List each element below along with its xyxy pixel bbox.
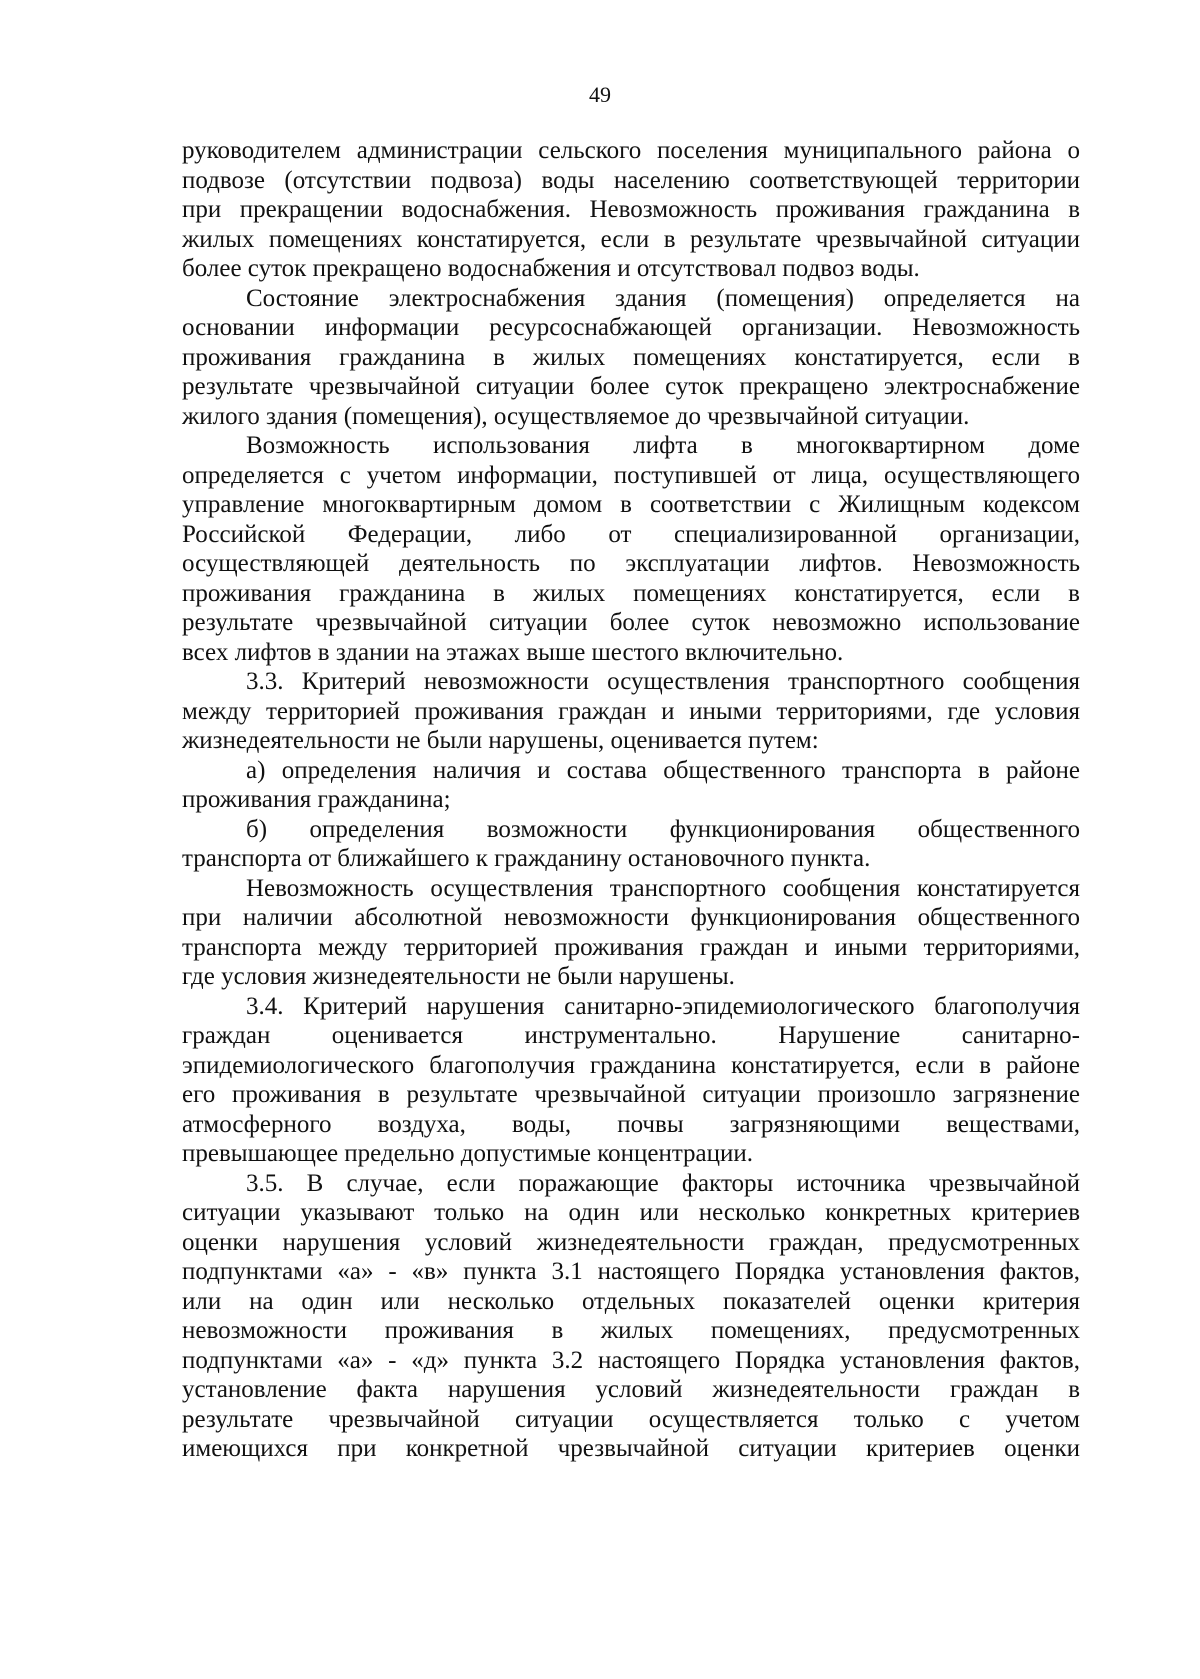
text-line: определяется с учетом информации, поступившей от лица, осуществляющего xyxy=(182,461,1080,489)
text-line: всех лифтов в здании на этажах выше шестого включительно. xyxy=(182,638,844,666)
text-line: жизнедеятельности не были нарушены, оценивается путем: xyxy=(182,727,819,754)
text-line: подпунктами «а» - «в» пункта 3.1 настоящего Порядка установления фактов, xyxy=(182,1258,1080,1285)
text-line: между территорией проживания граждан и иными территориями, где условия xyxy=(182,697,1080,725)
text-line: где условия жизнедеятельности не были нарушены. xyxy=(182,963,735,990)
text-line: проживания гражданина в жилых помещениях констатируется, если в xyxy=(182,579,1080,607)
text-line: результате чрезвычайной ситуации более суток невозможно использование xyxy=(182,609,1080,636)
text-line: невозможности проживания в жилых помещениях, предусмотренных xyxy=(182,1317,1080,1344)
text-line: проживания гражданина; xyxy=(182,786,451,813)
document-body xyxy=(182,136,1080,1464)
text-line: Возможность использования лифта в многоквартирном доме xyxy=(246,432,1080,459)
text-line: проживания гражданина в жилых помещениях констатируется, если в xyxy=(182,343,1080,371)
text-line: подпунктами «а» - «д» пункта 3.2 настоящего Порядка установления фактов, xyxy=(182,1346,1080,1374)
text-line: имеющихся при конкретной чрезвычайной ситуации критериев оценки xyxy=(182,1435,1080,1462)
text-line: результате чрезвычайной ситуации осуществляется только с учетом xyxy=(182,1405,1080,1433)
text-line: а) определения наличия и состава общественного транспорта в районе xyxy=(246,756,1080,784)
text-line: 3.4. Критерий нарушения санитарно-эпидемиологического благополучия xyxy=(246,992,1080,1020)
text-line: 3.5. В случае, если поражающие факторы источника чрезвычайной xyxy=(246,1169,1080,1197)
text-line: жилого здания (помещения), осуществляемое до чрезвычайной ситуации. xyxy=(182,402,970,430)
page-number: 49 xyxy=(589,82,611,107)
text-line: эпидемиологического благополучия гражданина констатируется, если в районе xyxy=(182,1051,1080,1079)
text-line: основании информации ресурсоснабжающей организации. Невозможность xyxy=(182,314,1080,341)
text-line: ситуации указывают только на один или несколько конкретных критериев xyxy=(182,1199,1080,1226)
text-line: установление факта нарушения условий жизнедеятельности граждан в xyxy=(182,1376,1080,1403)
text-line: граждан оценивается инструментально. Нарушение санитарно- xyxy=(182,1022,1080,1049)
text-line: результате чрезвычайной ситуации более суток прекращено электроснабжение xyxy=(182,373,1080,400)
text-line: осуществляющей деятельность по эксплуатации лифтов. Невозможность xyxy=(182,550,1080,577)
text-line: транспорта между территорией проживания граждан и иными территориями, xyxy=(182,933,1080,961)
text-line: руководителем администрации сельского поселения муниципального района о xyxy=(182,137,1080,164)
text-line: превышающее предельно допустимые концентрации. xyxy=(182,1140,754,1167)
text-line: атмосферного воздуха, воды, почвы загрязняющими веществами, xyxy=(182,1110,1080,1138)
text-line: более суток прекращено водоснабжения и отсутствовал подвоз воды. xyxy=(182,255,920,282)
text-line: оценки нарушения условий жизнедеятельности граждан, предусмотренных xyxy=(182,1228,1080,1256)
text-line: транспорта от ближайшего к гражданину остановочного пункта. xyxy=(182,845,871,872)
text-line: при наличии абсолютной невозможности функционирования общественного xyxy=(182,904,1080,931)
text-line: Российской Федерации, либо от специализированной организации, xyxy=(182,520,1080,548)
text-line: подвозе (отсутствии подвоза) воды населению соответствующей территории xyxy=(182,166,1080,194)
text-line: Состояние электроснабжения здания (помещения) определяется на xyxy=(246,284,1080,312)
text-line: б) определения возможности функционирования общественного xyxy=(246,815,1080,843)
text-line: жилых помещениях констатируется, если в результате чрезвычайной ситуации xyxy=(182,225,1080,253)
text-line: или на один или несколько отдельных показателей оценки критерия xyxy=(182,1287,1080,1315)
text-line: управление многоквартирным домом в соответствии с Жилищным кодексом xyxy=(182,491,1080,518)
text-line: Невозможность осуществления транспортного сообщения констатируется xyxy=(246,874,1080,902)
text-line: 3.3. Критерий невозможности осуществления транспортного сообщения xyxy=(246,668,1080,695)
text-line: при прекращении водоснабжения. Невозможность проживания гражданина в xyxy=(182,196,1080,223)
text-line: его проживания в результате чрезвычайной ситуации произошло загрязнение xyxy=(182,1081,1080,1108)
